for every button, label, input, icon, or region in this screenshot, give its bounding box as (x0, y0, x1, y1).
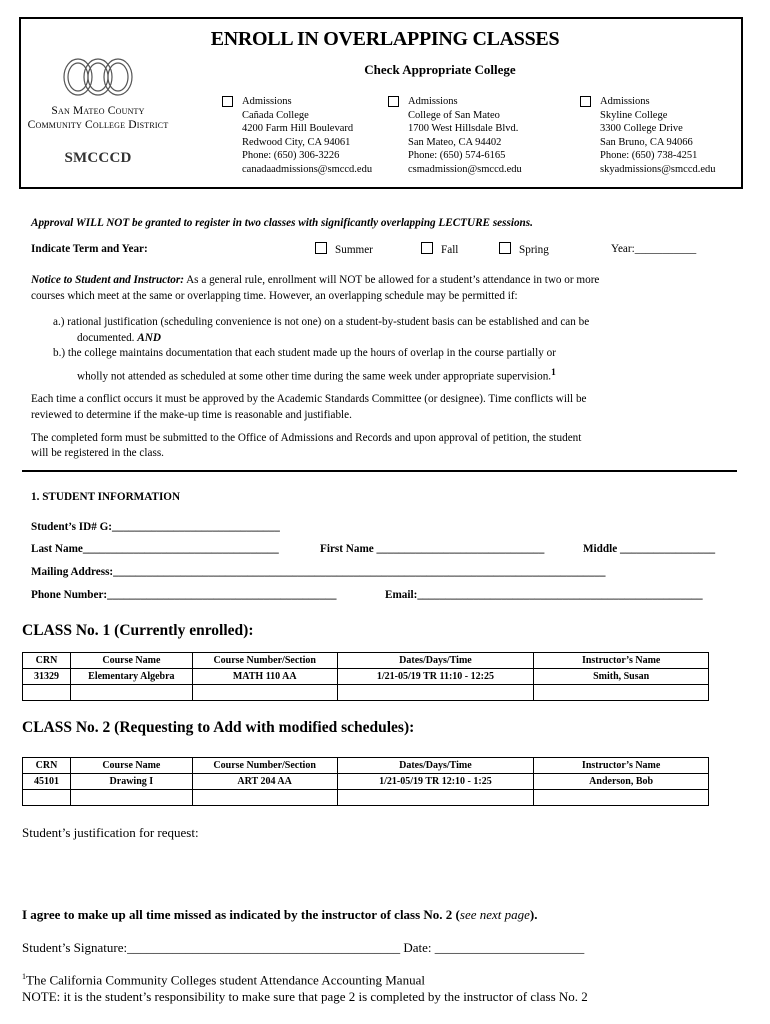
cell-course-number[interactable]: MATH 110 AA (192, 669, 337, 685)
notice-a-line1: a.) rational justification (scheduling convenience is not one) on a student-by-student basis can be established and can be (53, 316, 590, 328)
footnote (22, 972, 425, 988)
cell-crn[interactable] (23, 790, 71, 806)
table-row (23, 669, 709, 685)
college-line: canadaadmissions@smccd.edu (242, 163, 373, 175)
college-line: Skyline College (600, 109, 668, 121)
term-fall[interactable] (421, 242, 458, 259)
term-year-field[interactable]: Year:___________ (611, 243, 697, 255)
cell-instructor[interactable]: Smith, Susan (534, 669, 709, 685)
mailing-address-field[interactable]: Mailing Address:________________________________________________________________________________________ (31, 566, 606, 578)
agree-end: ). (529, 907, 538, 922)
cell-dates[interactable]: 1/21-05/19 TR 12:10 - 1:25 (337, 774, 534, 790)
cell-dates[interactable] (337, 790, 534, 806)
college-line: San Mateo, CA 94402 (408, 136, 502, 148)
section-divider (22, 470, 737, 472)
student-info-heading: 1. STUDENT INFORMATION (31, 491, 181, 503)
header-dates: Dates/Days/Time (337, 758, 534, 774)
table-header-row (23, 653, 709, 669)
college-line: 1700 West Hillsdale Blvd. (408, 123, 519, 135)
cell-course-number[interactable] (192, 685, 337, 701)
college-line: Phone: (650) 306-3226 (242, 150, 340, 162)
logo-abbr: SMCCCD (64, 150, 132, 166)
cell-course-number[interactable] (192, 790, 337, 806)
first-name-field[interactable]: First Name ______________________________ (320, 543, 545, 555)
approval-note: Approval WILL NOT be granted to register in two classes with significantly overlapping LECTURE sessions. (31, 217, 533, 229)
college-line: Redwood City, CA 94061 (242, 136, 351, 148)
footnote-ref: 1 (551, 368, 556, 378)
email-field[interactable]: Email:___________________________________________________ (385, 589, 703, 601)
class1-heading: CLASS No. 1 (Currently enrolled): (22, 622, 254, 639)
notice-a-text: documented. (77, 332, 135, 344)
header-course-number: Course Number/Section (192, 758, 337, 774)
header-course-name: Course Name (70, 653, 192, 669)
cell-instructor[interactable] (534, 685, 709, 701)
notice-line2: courses which meet at the same or overlapping time. However, an overlapping schedule may be permitted if: (31, 290, 518, 302)
notice-b-line1: b.) the college maintains documentation that each student made up the hours of overlap in the course partially or (53, 347, 556, 359)
cell-crn[interactable] (23, 685, 71, 701)
cell-course-number[interactable]: ART 204 AA (192, 774, 337, 790)
notice-c-line2: reviewed to determine if the make-up time is reasonable and justifiable. (31, 409, 352, 421)
college-line: 4200 Farm Hill Boulevard (242, 123, 354, 135)
college-line: Admissions (408, 96, 458, 107)
signature-date-field[interactable]: Student’s Signature:__________________________________________ Date: _______________________ (22, 940, 585, 955)
fall-label: Fall (441, 244, 459, 256)
college-line: Phone: (650) 574-6165 (408, 150, 506, 162)
skyline-checkbox[interactable] (580, 96, 591, 107)
notice-a-line2 (77, 331, 161, 347)
table-row (23, 790, 709, 806)
college-line: Phone: (650) 738-4251 (600, 150, 698, 162)
college-line: San Bruno, CA 94066 (600, 136, 693, 148)
notice-d-line1: The completed form must be submitted to the Office of Admissions and Records and upon approval of petition, the student (31, 432, 582, 444)
page-title: ENROLL IN OVERLAPPING CLASSES (210, 28, 560, 50)
class2-heading: CLASS No. 2 (Requesting to Add with modified schedules): (22, 719, 415, 736)
table-row (23, 774, 709, 790)
notice-c-line1: Each time a conflict occurs it must be approved by the Academic Standards Committee (or designee). Time conflicts will be (31, 393, 587, 405)
cell-course-name[interactable] (70, 790, 192, 806)
college-line: Admissions (242, 96, 292, 107)
header-course-number: Course Number/Section (192, 653, 337, 669)
summer-label: Summer (335, 244, 373, 256)
fall-checkbox[interactable] (421, 242, 433, 254)
cell-course-name[interactable] (70, 685, 192, 701)
notice-line1 (31, 273, 731, 289)
cell-crn[interactable]: 45101 (23, 774, 71, 790)
notice-d-line2: will be registered in the class. (31, 447, 164, 459)
footnote-text: The California Community Colleges student Attendance Accounting Manual (26, 972, 425, 988)
table-header-row (23, 758, 709, 774)
spring-checkbox[interactable] (499, 242, 511, 254)
cell-instructor[interactable]: Anderson, Bob (534, 774, 709, 790)
class2-table (22, 757, 709, 806)
college-line: 3300 College Drive (600, 123, 683, 135)
cell-crn[interactable]: 31329 (23, 669, 71, 685)
notice-text: As a general rule, enrollment will NOT be allowed for a student’s attendance in two or more (183, 274, 600, 286)
logo-line1: San Mateo County (51, 105, 145, 117)
spring-label: Spring (519, 244, 549, 256)
cell-instructor[interactable] (534, 790, 709, 806)
see-next-page: see next page (459, 907, 530, 922)
justification-label: Student’s justification for request: (22, 825, 199, 840)
class1-table (22, 652, 709, 701)
header-crn: CRN (23, 758, 71, 774)
notice-b-line2 (77, 366, 556, 385)
agree-text: I agree to make up all time missed as indicated by the instructor of class No. 2 ( (22, 907, 460, 922)
college-line: College of San Mateo (408, 109, 500, 121)
cell-course-name[interactable]: Drawing I (70, 774, 192, 790)
term-label: Indicate Term and Year: (31, 243, 148, 255)
college-csm (408, 95, 522, 177)
college-line: skyadmissions@smccd.edu (600, 163, 716, 175)
canada-checkbox[interactable] (222, 96, 233, 107)
agreement-statement (22, 907, 538, 923)
last-name-field[interactable]: Last Name___________________________________ (31, 543, 279, 555)
header-course-name: Course Name (70, 758, 192, 774)
and-label: AND (137, 332, 161, 344)
college-line: Cañada College (242, 109, 309, 121)
cell-dates[interactable]: 1/21-05/19 TR 11:10 - 12:25 (337, 669, 534, 685)
college-canada (242, 95, 372, 177)
footnote-number: 1 (22, 972, 26, 981)
notice-b-text: wholly not attended as scheduled at some other time during the same week under appropriate supervision. (77, 370, 552, 383)
term-summer[interactable] (315, 242, 373, 259)
header-crn: CRN (23, 653, 71, 669)
cell-course-name[interactable]: Elementary Algebra (70, 669, 192, 685)
page-subtitle: Check Appropriate College (364, 62, 516, 77)
header-instructor: Instructor’s Name (534, 653, 709, 669)
college-skyline (600, 95, 716, 177)
college-line: Admissions (600, 96, 650, 107)
logo-line2: Community College District (27, 119, 169, 131)
csm-checkbox[interactable] (388, 96, 399, 107)
phone-field[interactable]: Phone Number:_________________________________________ (31, 589, 337, 601)
responsibility-note: NOTE: it is the student’s responsibility to make sure that page 2 is completed by the instructor of class No. 2 (22, 989, 588, 1004)
summer-checkbox[interactable] (315, 242, 327, 254)
term-spring[interactable] (499, 242, 549, 259)
student-id-field[interactable]: Student’s ID# G:______________________________ (31, 521, 280, 533)
middle-name-field[interactable]: Middle _________________ (583, 543, 716, 555)
header-dates: Dates/Days/Time (337, 653, 534, 669)
table-row (23, 685, 709, 701)
cell-dates[interactable] (337, 685, 534, 701)
notice-lead: Notice to Student and Instructor: (31, 274, 184, 286)
header-instructor: Instructor’s Name (534, 758, 709, 774)
college-line: csmadmission@smccd.edu (408, 163, 522, 175)
